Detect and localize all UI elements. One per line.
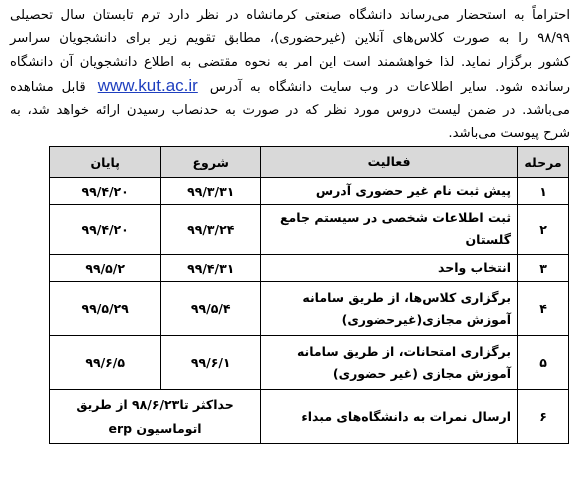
table-row bbox=[50, 255, 569, 282]
schedule-table bbox=[49, 146, 569, 444]
table-header-row bbox=[50, 147, 569, 178]
paragraph-text: قابل مشاهده bbox=[10, 79, 86, 95]
cell-end: ۹۹/۵/۲۹ bbox=[50, 282, 161, 336]
cell-activity: برگزاری امتحانات، از طریق سامانه آموزش مجازی (غیر حضوری) bbox=[261, 336, 518, 390]
cell-deadline: حداکثر تا۹۸/۶/۲۳ از طریق اتوماسیون erp bbox=[50, 390, 261, 444]
cell-activity: ثبت اطلاعات شخصی در سیستم جامع گلستان bbox=[261, 205, 518, 255]
table-row bbox=[50, 205, 569, 255]
cell-step: ۵ bbox=[518, 336, 569, 390]
paragraph-line: کشور برگزار نماید. لذا خواهشمند است این امر به نحوه مقتضی به اطلاع دانشجویان آن دانشگاه bbox=[10, 54, 570, 70]
paragraph-line: ۹۸/۹۹ را به صورت کلاس‌های آنلاین (غیرحضوری)، مطابق تقویم زیر برای دانشجویان سراسر bbox=[10, 31, 570, 47]
cell-step: ۱ bbox=[518, 178, 569, 205]
paragraph-line: احتراماً به استحضار می‌رساند دانشگاه صنعتی کرمانشاه در نظر دارد ترم تابستان سال تحصیلی bbox=[10, 8, 570, 23]
paragraph-line: شرح پیوست می‌باشد. bbox=[448, 126, 570, 142]
cell-step: ۶ bbox=[518, 390, 569, 444]
website-link[interactable]: www.kut.ac.ir bbox=[97, 75, 198, 95]
cell-start: ۹۹/۵/۴ bbox=[161, 282, 261, 336]
table-row bbox=[50, 336, 569, 390]
cell-start: ۹۹/۴/۳۱ bbox=[161, 255, 261, 282]
header-end: پایان bbox=[50, 147, 161, 178]
header-step: مرحله bbox=[518, 147, 569, 178]
cell-activity: ارسال نمرات به دانشگاه‌های مبداء bbox=[261, 390, 518, 444]
cell-end: ۹۹/۶/۵ bbox=[50, 336, 161, 390]
cell-end: ۹۹/۴/۲۰ bbox=[50, 205, 161, 255]
cell-step: ۲ bbox=[518, 205, 569, 255]
intro-paragraph bbox=[10, 4, 570, 146]
header-activity: فعالیت bbox=[261, 147, 518, 178]
cell-step: ۳ bbox=[518, 255, 569, 282]
cell-activity: پیش ثبت نام غیر حضوری آدرس bbox=[261, 178, 518, 205]
cell-end: ۹۹/۵/۲ bbox=[50, 255, 161, 282]
cell-start: ۹۹/۳/۳۱ bbox=[161, 178, 261, 205]
cell-start: ۹۹/۶/۱ bbox=[161, 336, 261, 390]
header-start: شروع bbox=[161, 147, 261, 178]
cell-start: ۹۹/۳/۲۴ bbox=[161, 205, 261, 255]
paragraph-line-with-url bbox=[10, 74, 570, 99]
cell-step: ۴ bbox=[518, 282, 569, 336]
table-row bbox=[50, 178, 569, 205]
cell-end: ۹۹/۴/۲۰ bbox=[50, 178, 161, 205]
table-row bbox=[50, 390, 569, 444]
table-row bbox=[50, 282, 569, 336]
cell-activity: انتخاب واحد bbox=[261, 255, 518, 282]
cell-activity: برگزاری کلاس‌ها، از طریق سامانه آموزش مجازی(غیرحضوری) bbox=[261, 282, 518, 336]
paragraph-text: رسانده شود. سایر اطلاعات در وب سایت دانشگاه به آدرس bbox=[209, 79, 570, 95]
paragraph-line: می‌باشد. در ضمن لیست دروس مورد نظر که در صورت به حدنصاب رسیدن ارائه خواهد شد، به bbox=[10, 103, 570, 119]
